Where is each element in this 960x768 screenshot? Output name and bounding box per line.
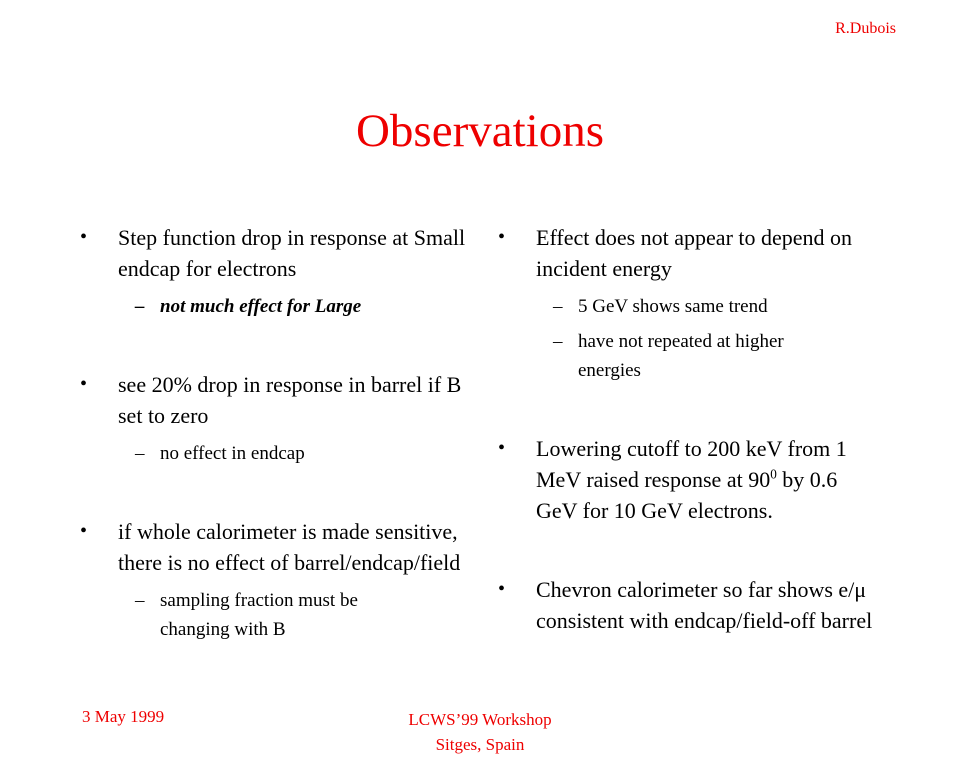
- dash-marker: –: [553, 331, 563, 352]
- bullet-group: [498, 222, 883, 385]
- bullet-text: if whole calorimeter is made sensitive, there is no effect of barrel/endcap/field: [118, 519, 461, 575]
- footer-venue-line2: Sitges, Spain: [435, 735, 525, 754]
- bullet-marker: •: [498, 578, 506, 600]
- sub-bullet-list: [80, 586, 470, 644]
- bullet-text: Chevron calorimeter so far shows e/μ consistent with endcap/field-off barrel: [536, 577, 873, 633]
- bullet-marker: •: [80, 373, 88, 395]
- bullet-group: [80, 369, 470, 468]
- footer-venue: [0, 707, 960, 757]
- sub-bullet-text: 5 GeV shows same trend: [578, 296, 768, 317]
- bullet-text-part: Lowering cutoff to 200 keV from 1 MeV raised response at 90: [536, 436, 847, 492]
- bullet-item: [80, 369, 470, 431]
- superscript-zero: 0: [770, 466, 777, 482]
- sub-bullet-text: no effect in endcap: [160, 443, 305, 464]
- footer-date: 3 May 1999: [82, 707, 165, 726]
- dash-marker: –: [135, 590, 145, 611]
- bullet-item: [80, 222, 470, 284]
- sub-bullet-list: [80, 292, 470, 321]
- left-column: [80, 222, 470, 692]
- bullet-text-part: by 0.6 GeV for 10 GeV electrons.: [536, 467, 838, 523]
- sub-bullet-text: sampling fraction must be changing with B: [160, 590, 358, 640]
- bullet-group: [80, 222, 470, 321]
- bullet-item: [498, 222, 883, 284]
- bullet-text: [536, 433, 883, 526]
- sub-bullet-item: [553, 292, 883, 321]
- bullet-item: [80, 516, 470, 578]
- dash-marker: –: [553, 296, 563, 317]
- sub-bullet-item: [135, 292, 470, 321]
- sub-bullet-list: [80, 439, 470, 468]
- dash-marker: –: [135, 443, 145, 464]
- bullet-marker: •: [498, 226, 506, 248]
- bullet-group: [498, 574, 883, 636]
- bullet-text: Step function drop in response at Small endcap for electrons: [118, 225, 466, 281]
- sub-bullet-text: not much effect for Large: [160, 296, 362, 317]
- sub-bullet-list: [498, 292, 883, 385]
- bullet-text: see 20% drop in response in barrel if B set to zero: [118, 372, 462, 428]
- sub-bullet-text: have not repeated at higher energies: [578, 331, 784, 381]
- bullet-group: [80, 516, 470, 644]
- bullet-marker: •: [80, 520, 88, 542]
- author-credit: R.Dubois: [835, 20, 896, 37]
- bullet-group: [498, 433, 883, 526]
- bullet-item: [498, 574, 883, 636]
- slide-title: Observations: [355, 105, 604, 157]
- sub-bullet-item: [135, 439, 470, 468]
- dash-marker: –: [135, 296, 145, 317]
- sub-bullet-item: [553, 327, 883, 385]
- bullet-text: Effect does not appear to depend on incident energy: [536, 225, 853, 281]
- bullet-marker: •: [498, 437, 506, 459]
- bullet-item: [498, 433, 883, 526]
- right-column: [498, 222, 883, 684]
- bullet-marker: •: [80, 226, 88, 248]
- footer-venue-line1: LCWS’99 Workshop: [408, 710, 552, 729]
- sub-bullet-item: [135, 586, 470, 644]
